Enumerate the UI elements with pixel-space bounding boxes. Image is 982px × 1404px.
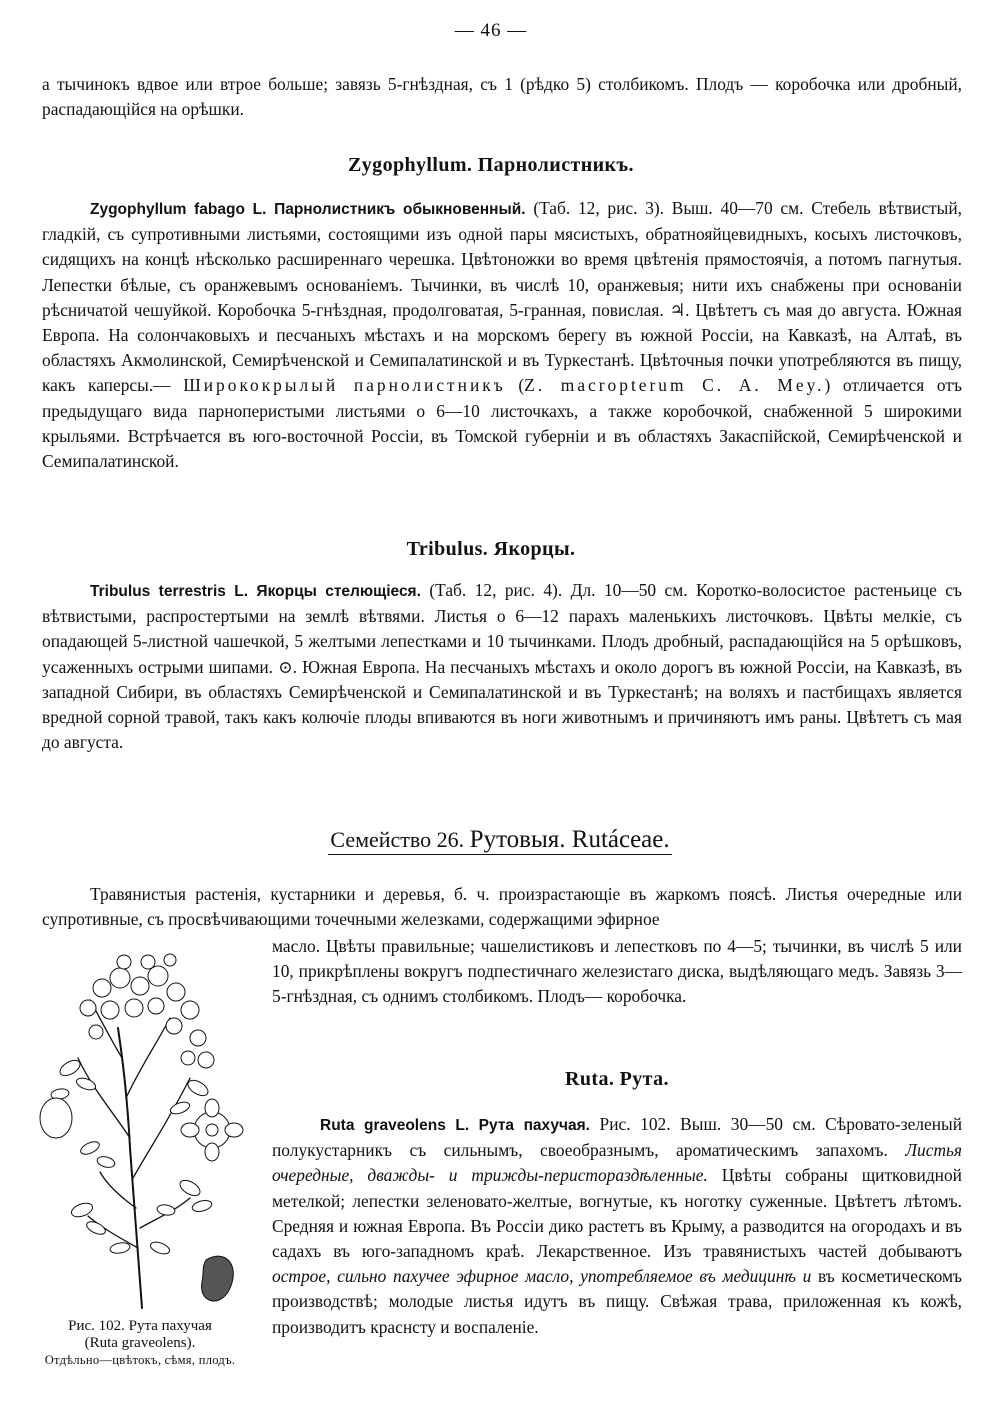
ruta-illustration — [30, 948, 252, 1318]
family-title — [0, 826, 982, 854]
ruta-italic-b: острое, сильно пахучее эфирное масло, употребляемое въ медицинѣ и — [272, 1266, 812, 1287]
ruta-text-c: въ косметическомъ производствѣ; молодые листья идутъ въ пищу. Свѣжая трава, приложенная къ кожѣ, производитъ краснсту и воспаленіе. — [272, 1266, 962, 1337]
ruta-text-a: Рис. 102. Выш. 30—50 см. Сѣровато-зеленый полукустарникъ съ сильнымъ, своеобразнымъ, ароматическимъ запахомъ. — [272, 1114, 963, 1161]
caption-line3: Отдѣльно—цвѣтокъ, сѣмя, плодъ. — [44, 1353, 236, 1367]
zygophyllum-text-c: ) отличается отъ предыдущаго вида парноперистыми листьями о 6—10 листочкахъ, а также коробочкой, снабженной 5 широкими крыльями. Встрѣчается въ юго-восточной Россіи, въ Томской губерніи и въ областяхъ Закаспійской, Семирѣченской и Семипалатинской. — [42, 375, 962, 472]
family-title-underlined — [328, 827, 671, 855]
tribulus-lead: Tribulus terrestris L. Якорцы стелющіеся. — [90, 583, 421, 600]
zygophyllum-text-a: (Таб. 12, рис. 3). Выш. 40—70 см. Стебель вѣтвистый, гладкій, съ супротивными листьями, состоящими изъ одной пары мясистыхъ, обратнояйцевидныхъ, косыхъ листочковъ, сидящихъ на концѣ нѣсколько расширеннаго черешка. Цвѣтоножки во время цвѣтенія прямостоячія, а потомъ пагнутыя. Лепестки бѣлые, съ оранжевымъ основаніемъ. Тычинки, въ числѣ 10, оранжевыя; нити ихъ снабжены при основаніи рѣсничатой чешуйкой. Коробочка 5-гнѣздная, продолговатая, 5-гранная, повислая. ♃. Цвѣтетъ съ мая до августа. Южная Европа. На солончаковыхъ и песчаныхъ мѣстахъ и на морскомъ берегу въ южной Россіи, на Кавказѣ, на Алтаѣ, въ областяхъ Акмолинской, Семирѣченской и Семипалатинской и въ Туркестанѣ. Цвѣточныя почки употребляются въ пищу, какъ каперсы.— — [42, 198, 962, 396]
zygophyllum-spaced-name: Ширококрылый парнолистникъ — [183, 375, 506, 396]
zygophyllum-heading: Zygophyllum. Парнолистникъ. — [348, 154, 634, 176]
figure-caption — [20, 1318, 260, 1369]
caption-line1: Рис. 102. Рута пахучая — [68, 1318, 212, 1334]
zygophyllum-paragraph — [42, 196, 962, 474]
tribulus-text: (Таб. 12, рис. 4). Дл. 10—50 см. Коротко-волосистое растеньице съ вѣтвистыми, распростертыми на землѣ вѣтвями. Листья о 6—12 парахъ маленькихъ листочковъ. Цвѣты мелкіе, съ опадающей 5-листной чашечкой, 5 желтыми лепестками и 10 тычинками. Плодъ дробный, распадающійся на 5 орѣшковъ, усаженныхъ острыми шипами. ⊙. Южная Европа. На песчаныхъ мѣстахъ и около дорогъ въ южной Россіи, на Кавказѣ, въ западной Сибири, въ областяхъ Семирѣченской и Семипалатинской и въ Туркестанѣ; на воляхъ и пастбищахъ является вредной сорной травой, такъ какъ колючіе плоды впиваются въ ноги животнымъ и причиняютъ имъ раны. Цвѣтетъ съ мая до августа. — [42, 580, 962, 753]
intro-paragraph: а тычинокъ вдвое или втрое больше; завязь 5-гнѣздная, съ 1 (рѣдко 5) столбикомъ. Плодъ — коробочка или дробный, распадающійся на орѣшки. — [42, 74, 962, 120]
family-intro-wrap: масло. Цвѣты правильные; чашелистиковъ и лепестковъ по 4—5; тычинки, въ числѣ 5 или 10, прикрѣплены вокругъ подпестичнаго железистаго диска, выдѣляющаго медъ. Завязь 3—5-гнѣздная, съ однимъ столбикомъ. Плодъ— коробочка. — [272, 936, 962, 1007]
family-intro-full: Травянистыя растенія, кустарники и деревья, б. ч. произрастающіе въ жаркомъ поясѣ. Листья очередные или супротивные, съ просвѣчивающими точечными железками, содержащими эфирное — [42, 884, 962, 930]
zygophyllum-lead: Zygophyllum fabago L. Парнолистникъ обыкновенный. — [90, 201, 526, 218]
family-prefix: Семейство 26. — [330, 827, 465, 852]
ruta-lead: Ruta graveolens L. Рута пахучая. — [320, 1117, 590, 1134]
ruta-paragraph — [272, 1112, 962, 1340]
tribulus-paragraph — [42, 578, 962, 755]
page-number: — 46 — — [454, 20, 528, 41]
caption-line2: (Ruta graveolens). — [84, 1335, 196, 1351]
zygophyllum-text-b: ( — [505, 375, 525, 396]
ruta-text-b: Цвѣты собраны щитковидной метелкой; лепестки зеленовато-желтые, вогнутые, къ ноготку суженные. Цвѣтетъ лѣтомъ. Средняя и южная Европа. Въ Россіи дико растетъ въ Крыму, а разводится на огородахъ и въ садахъ въ юго-западномъ краѣ. Лекарственное. Изъ травянистыхъ частей добываютъ — [272, 1165, 962, 1262]
ruta-italic-a: Листья очередные, дважды- и трижды-перистораздѣленные. — [272, 1140, 962, 1186]
tribulus-heading: Tribulus. Якорцы. — [406, 538, 576, 560]
ruta-heading: Ruta. Рута. — [565, 1068, 669, 1090]
zygophyllum-spaced-latin: Z. macropterum C. A. Mey. — [524, 375, 825, 396]
family-name: Рутовыя. Rutáceae. — [469, 826, 670, 853]
